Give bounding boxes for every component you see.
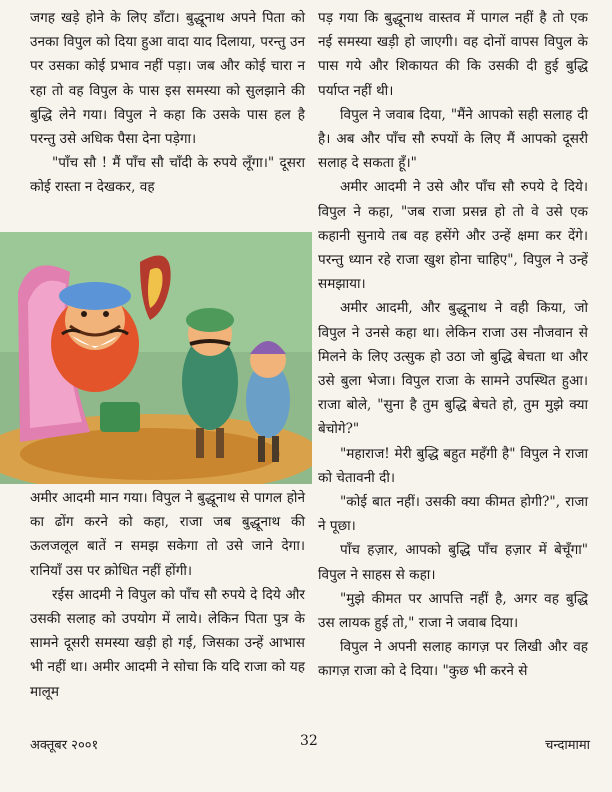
paragraph: रईस आदमी ने विपुल को पाँच सौ रुपये दे दिये और उसकी सलाह को उपयोग में लाये। लेकिन पिता पुत्र के सामने दूसरी समस्या खड़ी हो गई, जिसका उन्हें आभास भी नहीं था। अमीर आदमी ने सोचा कि यदि राजा को यह मालूम <box>30 586 305 700</box>
paragraph: विपुल ने अपनी सलाह कागज़ पर लिखी और वह कागज़ राजा को दे दिया। "कुछ भी करने से <box>318 639 588 680</box>
left-column-bottom <box>30 486 305 704</box>
paragraph: "महाराज! मेरी बुद्धि बहुत महँगी है" विपुल ने राजा को चेतावनी दी। <box>318 445 588 486</box>
paragraph: जगह खड़े होने के लिए डाँटा। बुद्धूनाथ अपने पिता को उनका विपुल को दिया हुआ वादा याद दिलाया, परन्तु उन पर उसका कोई प्रभाव नहीं पड़ा। जब और कोई चारा न रहा तो वह विपुल के पास इस समस्या को सुलझाने की बुद्धि लेने गया। विपुल ने कहा कि उसके पास हल है परन्तु उसे अधिक पैसा देना पड़ेगा। <box>30 10 305 148</box>
page-number: 32 <box>300 733 318 749</box>
paragraph: पड़ गया कि बुद्धूनाथ वास्तव में पागल नहीं है तो एक नई समस्या खड़ी हो जाएगी। वह दोनों वापस विपुल के पास गये और शिकायत की कि उसकी दी हुई बुद्धि पर्याप्त नहीं थी। <box>318 10 588 99</box>
paragraph: अमीर आदमी, और बुद्धूनाथ ने वही किया, जो विपुल ने उनसे कहा था। लेकिन राजा उस नौजवान से मिलने के लिए उत्सुक हो उठा जो बुद्धि बेचता था और उसे बुला भेजा। विपुल राजा के सामने उपस्थित हुआ। राजा बोले, "सुना है तुम बुद्धि बेचते हो, तुम मुझे क्या बेचोगे?" <box>318 300 588 438</box>
right-column <box>318 6 588 684</box>
paragraph: पाँच हज़ार, आपको बुद्धि पाँच हज़ार में बेचूँगा" विपुल ने साहस से कहा। <box>318 542 588 583</box>
story-illustration <box>0 232 312 484</box>
left-column-top <box>30 6 305 200</box>
magazine-name: चन्दामामा <box>545 738 590 753</box>
paragraph: "मुझे कीमत पर आपत्ति नहीं है, अगर वह बुद्धि उस लायक हुई तो," राजा ने जवाब दिया। <box>318 590 588 632</box>
paragraph: अमीर आदमी मान गया। विपुल ने बुद्धूनाथ से पागल होने का ढोंग करने को कहा, राजा जब बुद्धूनाथ की ऊलजलूल बातें न समझ सकेगा तो उसे जाने देगा। रानियाँ उस पर क्रोधित नहीं होंगी। <box>30 490 305 579</box>
footer-date: अक्तूबर २००१ <box>30 738 99 753</box>
paragraph: विपुल ने जवाब दिया, "मैंने आपको सही सलाह दी है। अब और पाँच सौ रुपयों के लिए मैं आपको दूसरी सलाह दे सकता हूँ।" <box>318 106 588 172</box>
paragraph: अमीर आदमी ने उसे और पाँच सौ रुपये दे दिये। विपुल ने कहा, "जब राजा प्रसन्न हो तो वे उसे एक कहानी सुनाये तब वह हसेंगे और उन्हें क्षमा कर देंगे। परन्तु ध्यान रहे राजा खुश होना चाहिए", विपुल ने उन्हें समझाया। <box>318 179 588 293</box>
paragraph: "कोई बात नहीं। उसकी क्या कीमत होगी?", राजा ने पूछा। <box>318 494 588 535</box>
paragraph: "पाँच सौ ! मैं पाँच सौ चाँदी के रुपये लूँगा।" दूसरा कोई रास्ता न देखकर, वह <box>30 155 305 196</box>
